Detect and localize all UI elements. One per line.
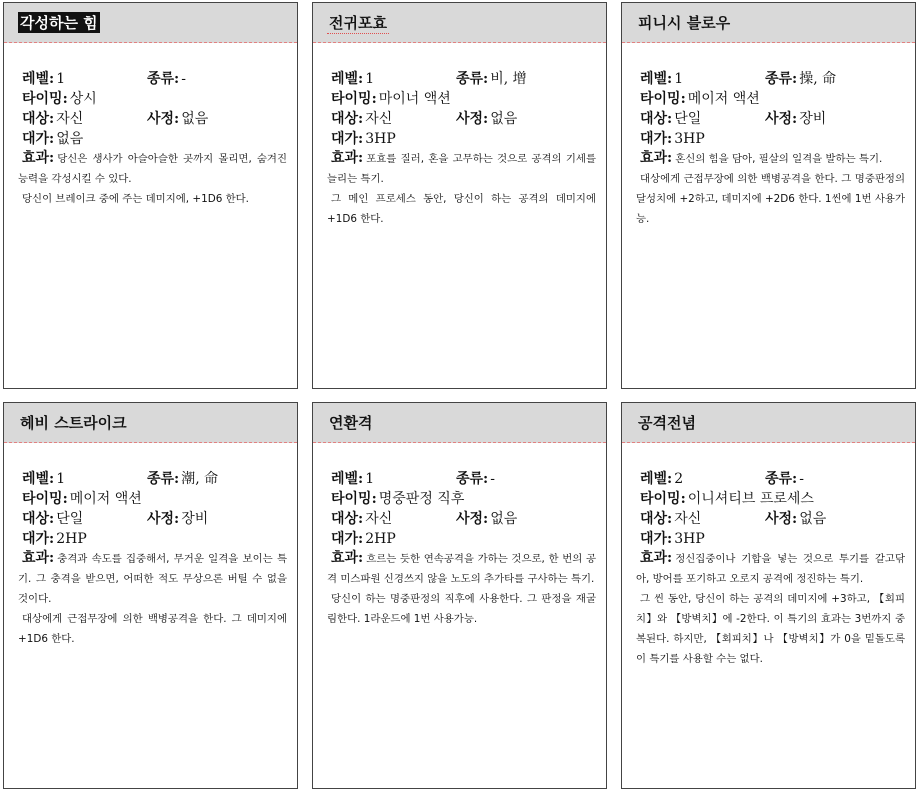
type-value: 操, 命 (799, 71, 837, 87)
range-label: 사정: (765, 511, 798, 527)
effect-text (327, 148, 596, 229)
timing-label: 타이밍: (331, 491, 377, 507)
card-header (622, 403, 915, 443)
level-label: 레벨: (331, 71, 364, 87)
target-value: 자신 (365, 511, 393, 527)
range-label: 사정: (765, 111, 798, 127)
timing-label: 타이밍: (22, 91, 68, 107)
cost-value: 3HP (674, 131, 705, 147)
skill-card (3, 2, 298, 389)
card-body (4, 443, 297, 649)
level-value: 1 (365, 471, 375, 487)
type-label: 종류: (765, 71, 798, 87)
effect-detail: 그 씬 동안, 당신이 하는 공격의 데미지에 +3하고, 【회피치】와 【방벽치】에 -2한다. 이 특기의 효과는 3번까지 중복된다. 하지만, 【회피치】나 【방벽치】가 0을 밑돌도록 이 특기를 사용할 수는 없다. (636, 593, 905, 665)
target-value: 자신 (365, 111, 393, 127)
effect-description: 흐르는 듯한 연속공격을 가하는 것으로, 한 번의 공격 미스파원 신경쓰지 않을 노도의 추가타를 구사하는 특기. (327, 553, 596, 585)
timing-value: 이니셔티브 프로세스 (687, 491, 814, 507)
level-value: 1 (56, 71, 66, 87)
effect-label: 효과: (22, 550, 55, 566)
effect-label: 효과: (22, 150, 55, 166)
card-body (313, 443, 606, 629)
range-label: 사정: (456, 511, 489, 527)
cost-value: 3HP (674, 531, 705, 547)
range-value: 없음 (799, 511, 827, 527)
card-header (313, 403, 606, 443)
effect-label: 효과: (331, 150, 364, 166)
skill-card (621, 402, 916, 789)
level-label: 레벨: (331, 471, 364, 487)
effect-detail: 그 메인 프로세스 동안, 당신이 하는 공격의 데미지에 +1D6 한다. (327, 193, 596, 225)
effect-text (18, 548, 287, 649)
type-label: 종류: (147, 71, 180, 87)
range-value: 없음 (490, 111, 518, 127)
target-label: 대상: (640, 511, 673, 527)
effect-label: 효과: (331, 550, 364, 566)
timing-value: 마이너 액션 (378, 91, 451, 107)
card-title: 공격전념 (638, 414, 696, 432)
target-value: 단일 (674, 111, 702, 127)
type-value: 潮, 命 (181, 471, 219, 487)
range-value: 없음 (490, 511, 518, 527)
cost-value: 2HP (56, 531, 87, 547)
effect-description: 당신은 생사가 아슬아슬한 곳까지 몰리면, 숨겨진 능력을 각성시킬 수 있다. (18, 153, 287, 185)
effect-description: 포효를 질러, 혼을 고무하는 것으로 공격의 기세를 늘리는 특기. (327, 153, 596, 185)
target-label: 대상: (22, 511, 55, 527)
target-value: 단일 (56, 511, 84, 527)
target-value: 자신 (674, 511, 702, 527)
skill-card (621, 2, 916, 389)
target-label: 대상: (331, 111, 364, 127)
type-value: 비, 增 (490, 71, 527, 87)
timing-label: 타이밍: (640, 91, 686, 107)
type-label: 종류: (456, 71, 489, 87)
cost-value: 3HP (365, 131, 396, 147)
target-label: 대상: (640, 111, 673, 127)
timing-value: 상시 (69, 91, 97, 107)
level-value: 1 (365, 71, 375, 87)
effect-description: 충격과 속도를 집중해서, 무거운 일격을 보이는 특기. 그 충격을 받으면, 어떠한 적도 무상으론 버틸 수 없을 것이다. (18, 553, 287, 605)
effect-text (18, 148, 287, 209)
cost-label: 대가: (640, 131, 673, 147)
target-label: 대상: (331, 511, 364, 527)
timing-value: 메이저 액션 (687, 91, 760, 107)
type-value: - (799, 471, 804, 487)
level-value: 1 (56, 471, 66, 487)
timing-label: 타이밍: (331, 91, 377, 107)
level-label: 레벨: (640, 71, 673, 87)
level-value: 1 (674, 71, 684, 87)
timing-label: 타이밍: (640, 491, 686, 507)
card-title: 전귀포효 (329, 14, 387, 32)
cost-label: 대가: (331, 131, 364, 147)
card-body (622, 43, 915, 229)
skill-card (312, 2, 607, 389)
range-value: 장비 (181, 511, 209, 527)
type-label: 종류: (765, 471, 798, 487)
range-value: 없음 (181, 111, 209, 127)
range-label: 사정: (147, 111, 180, 127)
range-label: 사정: (147, 511, 180, 527)
effect-detail: 대상에게 근접무장에 의한 백병공격을 한다. 그 데미지에 +1D6 한다. (18, 613, 287, 645)
level-label: 레벨: (640, 471, 673, 487)
card-title: 각성하는 힘 (20, 14, 98, 32)
effect-description: 정신집중이나 기합을 넣는 것으로 투기를 갈고닦아, 방어를 포기하고 오로지 공격에 정진하는 특기. (636, 553, 905, 585)
effect-detail: 당신이 하는 명중판정의 직후에 사용한다. 그 판정을 재굴림한다. 1라운드에 1번 사용가능. (327, 593, 596, 625)
timing-value: 메이저 액션 (69, 491, 142, 507)
level-value: 2 (674, 471, 684, 487)
card-title: 피니시 블로우 (638, 14, 731, 32)
card-title: 연환격 (329, 414, 373, 432)
skill-card (312, 402, 607, 789)
card-header (4, 3, 297, 43)
card-header (4, 403, 297, 443)
range-value: 장비 (799, 111, 827, 127)
skill-card (3, 402, 298, 789)
card-body (622, 443, 915, 669)
card-header (622, 3, 915, 43)
card-title: 헤비 스트라이크 (20, 414, 127, 432)
effect-text (636, 548, 905, 669)
cost-label: 대가: (22, 531, 55, 547)
effect-label: 효과: (640, 550, 673, 566)
card-body (4, 43, 297, 209)
cost-value: 없음 (56, 131, 84, 147)
type-value: - (181, 71, 186, 87)
cost-label: 대가: (22, 131, 55, 147)
card-header (313, 3, 606, 43)
level-label: 레벨: (22, 71, 55, 87)
type-label: 종류: (147, 471, 180, 487)
target-value: 자신 (56, 111, 84, 127)
target-label: 대상: (22, 111, 55, 127)
effect-description: 혼신의 힘을 담아, 필살의 일격을 발하는 특기. (675, 153, 883, 165)
effect-label: 효과: (640, 150, 673, 166)
timing-label: 타이밍: (22, 491, 68, 507)
cost-value: 2HP (365, 531, 396, 547)
effect-text (327, 548, 596, 629)
timing-value: 명중판정 직후 (378, 491, 465, 507)
type-label: 종류: (456, 471, 489, 487)
card-body (313, 43, 606, 229)
effect-detail: 당신이 브레이크 중에 주는 데미지에, +1D6 한다. (22, 193, 249, 205)
level-label: 레벨: (22, 471, 55, 487)
effect-detail: 대상에게 근접무장에 의한 백병공격을 한다. 그 명중판정의 달성치에 +2하고, 데미지에 +2D6 한다. 1씬에 1번 사용가능. (636, 173, 905, 225)
cost-label: 대가: (331, 531, 364, 547)
type-value: - (490, 471, 495, 487)
effect-text (636, 148, 905, 229)
range-label: 사정: (456, 111, 489, 127)
cost-label: 대가: (640, 531, 673, 547)
